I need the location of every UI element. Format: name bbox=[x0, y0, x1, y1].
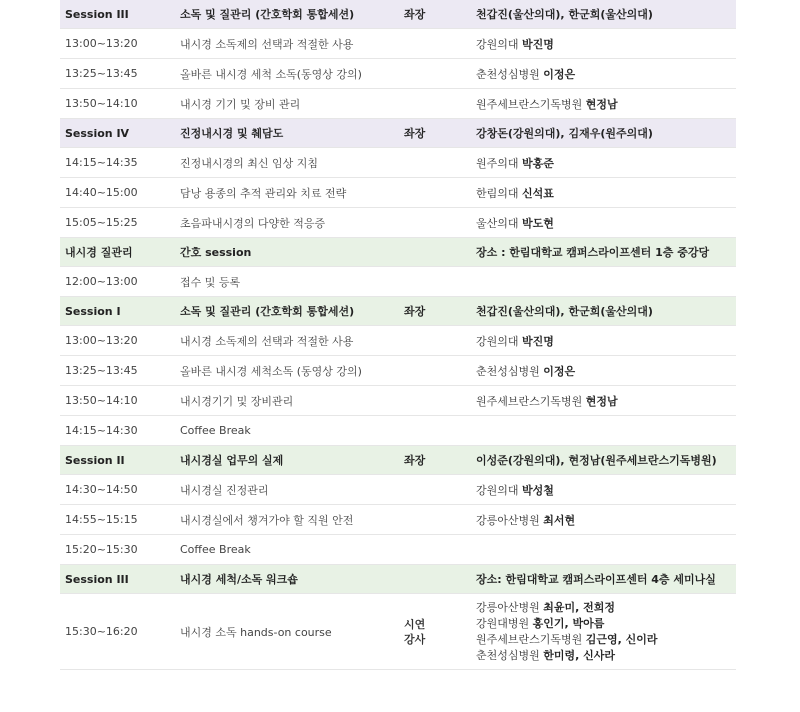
instructor-names: 한미령, 신사라 bbox=[543, 648, 616, 662]
program-row bbox=[60, 326, 736, 356]
session-label: Session III bbox=[65, 7, 129, 21]
talk-title: 내시경 기기 및 장비 관리 bbox=[180, 97, 301, 111]
time-cell: 14:40~15:00 bbox=[65, 186, 138, 199]
session-title: 소독 및 질관리 (간호학회 통합세션) bbox=[180, 8, 355, 21]
speaker-cell bbox=[476, 333, 736, 349]
session-header-row bbox=[60, 297, 736, 326]
speaker-affiliation: 춘천성심병원 bbox=[476, 67, 540, 81]
speaker-cell bbox=[476, 66, 736, 82]
instructor-line bbox=[476, 616, 736, 632]
chairs-or-venue: 강창돈(강원의대), 김재우(원주의대) bbox=[476, 127, 653, 140]
speaker-cell bbox=[476, 36, 736, 52]
time-cell: 15:20~15:30 bbox=[65, 543, 138, 556]
instructor-role bbox=[404, 617, 476, 647]
speaker-name: 박홍준 bbox=[522, 156, 554, 170]
program-row bbox=[60, 208, 736, 238]
speaker-cell bbox=[476, 185, 736, 201]
talk-title: Coffee Break bbox=[180, 543, 251, 556]
talk-title: 초음파내시경의 다양한 적응증 bbox=[180, 216, 326, 230]
chair-label: 좌장 bbox=[404, 454, 426, 467]
session-label: Session IV bbox=[65, 126, 130, 140]
time-cell: 13:00~13:20 bbox=[65, 334, 138, 347]
chairs-or-venue: 장소 : 한림대학교 캠퍼스라이프센터 1층 중강당 bbox=[476, 246, 710, 259]
instructor-names: 홍인기, 박아름 bbox=[532, 616, 605, 630]
speaker-name: 현정남 bbox=[585, 394, 618, 408]
program-row bbox=[60, 505, 736, 535]
instructor-affiliation: 강원대병원 bbox=[476, 616, 530, 630]
speaker-name: 박도현 bbox=[522, 216, 554, 230]
speaker-cell bbox=[476, 215, 736, 231]
speaker-affiliation: 원주의대 bbox=[476, 156, 519, 170]
instructor-role-line: 시연 bbox=[404, 617, 426, 631]
program-row bbox=[60, 29, 736, 59]
session-label: Session III bbox=[65, 572, 129, 586]
speaker-cell bbox=[476, 512, 736, 528]
speaker-name: 현정남 bbox=[585, 97, 618, 111]
program-row bbox=[60, 148, 736, 178]
talk-title: Coffee Break bbox=[180, 424, 251, 437]
instructor-line bbox=[476, 600, 736, 616]
program-row bbox=[60, 89, 736, 119]
session-label: 내시경 질관리 bbox=[65, 246, 133, 259]
instructor-names: 최윤미, 전희정 bbox=[543, 600, 616, 614]
time-cell: 15:30~16:20 bbox=[65, 625, 138, 638]
time-cell: 13:00~13:20 bbox=[65, 37, 138, 50]
instructor-names: 김근영, 신이라 bbox=[585, 632, 658, 646]
time-cell: 14:15~14:35 bbox=[65, 156, 138, 169]
talk-title: 내시경 소독 hands-on course bbox=[180, 625, 332, 639]
speaker-affiliation: 울산의대 bbox=[476, 216, 519, 230]
speaker-name: 최서현 bbox=[543, 513, 576, 527]
time-cell: 13:50~14:10 bbox=[65, 394, 138, 407]
talk-title: 내시경 소독제의 선택과 적절한 사용 bbox=[180, 334, 354, 348]
instructor-line bbox=[476, 648, 736, 664]
session-header-row bbox=[60, 238, 736, 267]
speaker-name: 이정은 bbox=[543, 67, 576, 81]
session-title: 진정내시경 및 췌담도 bbox=[180, 127, 284, 140]
time-cell: 14:55~15:15 bbox=[65, 513, 138, 526]
speaker-cell bbox=[476, 482, 736, 498]
time-cell: 13:25~13:45 bbox=[65, 67, 138, 80]
session-label: Session I bbox=[65, 304, 121, 318]
speaker-affiliation: 강릉아산병원 bbox=[476, 513, 540, 527]
time-cell: 14:15~14:30 bbox=[65, 424, 138, 437]
time-cell: 14:30~14:50 bbox=[65, 483, 138, 496]
speaker-name: 신석표 bbox=[522, 186, 554, 200]
speaker-affiliation: 강원의대 bbox=[476, 483, 519, 497]
talk-title: 내시경 소독제의 선택과 적절한 사용 bbox=[180, 37, 354, 51]
speaker-cell bbox=[476, 155, 736, 171]
speaker-affiliation: 원주세브란스기독병원 bbox=[476, 97, 583, 111]
speaker-affiliation: 춘천성심병원 bbox=[476, 364, 540, 378]
chairs-or-venue: 천갑진(울산의대), 한군희(울산의대) bbox=[476, 305, 653, 318]
program-row bbox=[60, 475, 736, 505]
instructor-affiliation: 춘천성심병원 bbox=[476, 648, 540, 662]
speaker-name: 박진명 bbox=[522, 334, 554, 348]
talk-title: 내시경실 진정관리 bbox=[180, 483, 269, 497]
speaker-cell bbox=[476, 96, 736, 112]
talk-title: 접수 및 등록 bbox=[180, 275, 241, 289]
speaker-affiliation: 원주세브란스기독병원 bbox=[476, 394, 583, 408]
speaker-name: 이정은 bbox=[543, 364, 576, 378]
talk-title: 담낭 용종의 추적 관리와 치료 전략 bbox=[180, 186, 347, 200]
time-cell: 13:50~14:10 bbox=[65, 97, 138, 110]
time-cell: 12:00~13:00 bbox=[65, 275, 138, 288]
instructor-affiliation: 강릉아산병원 bbox=[476, 600, 540, 614]
speaker-affiliation: 한림의대 bbox=[476, 186, 519, 200]
session-title: 소독 및 질관리 (간호학회 통합세션) bbox=[180, 305, 355, 318]
instructor-role-line: 강사 bbox=[404, 632, 426, 646]
chairs-or-venue: 이성준(강원의대), 현정남(원주세브란스기독병원) bbox=[476, 454, 717, 467]
chair-label: 좌장 bbox=[404, 127, 426, 140]
workshop-row bbox=[60, 594, 736, 670]
session-title: 내시경실 업무의 실제 bbox=[180, 454, 284, 467]
speaker-name: 박성철 bbox=[522, 483, 554, 497]
time-cell: 15:05~15:25 bbox=[65, 216, 138, 229]
speaker-affiliation: 강원의대 bbox=[476, 37, 519, 51]
session-label: Session II bbox=[65, 453, 125, 467]
speaker-affiliation: 강원의대 bbox=[476, 334, 519, 348]
talk-title: 올바른 내시경 세척소독 (동영상 강의) bbox=[180, 364, 362, 378]
time-cell: 13:25~13:45 bbox=[65, 364, 138, 377]
instructor-line bbox=[476, 632, 736, 648]
program-row bbox=[60, 386, 736, 416]
session-header-row bbox=[60, 565, 736, 594]
speaker-cell bbox=[476, 393, 736, 409]
session-title: 간호 session bbox=[180, 246, 252, 259]
chair-label: 좌장 bbox=[404, 305, 426, 318]
program-table bbox=[60, 0, 736, 670]
talk-title: 올바른 내시경 세척 소독(동영상 강의) bbox=[180, 67, 362, 81]
instructor-list bbox=[476, 600, 736, 664]
talk-title: 내시경기기 및 장비관리 bbox=[180, 394, 294, 408]
chairs-or-venue: 천갑진(울산의대), 한군희(울산의대) bbox=[476, 8, 653, 21]
program-row bbox=[60, 416, 736, 446]
instructor-affiliation: 원주세브란스기독병원 bbox=[476, 632, 583, 646]
program-row bbox=[60, 356, 736, 386]
session-header-row bbox=[60, 0, 736, 29]
chair-label: 좌장 bbox=[404, 8, 426, 21]
talk-title: 내시경실에서 챙겨가야 할 직원 안전 bbox=[180, 513, 354, 527]
talk-title: 진정내시경의 최신 임상 지침 bbox=[180, 156, 319, 170]
program-row bbox=[60, 267, 736, 297]
program-row bbox=[60, 535, 736, 565]
session-header-row bbox=[60, 119, 736, 148]
program-row bbox=[60, 59, 736, 89]
chairs-or-venue: 장소: 한림대학교 캠퍼스라이프센터 4층 세미나실 bbox=[476, 573, 716, 586]
speaker-cell bbox=[476, 363, 736, 379]
speaker-name: 박진명 bbox=[522, 37, 554, 51]
program-row bbox=[60, 178, 736, 208]
session-header-row bbox=[60, 446, 736, 475]
session-title: 내시경 세척/소독 워크숍 bbox=[180, 573, 298, 586]
